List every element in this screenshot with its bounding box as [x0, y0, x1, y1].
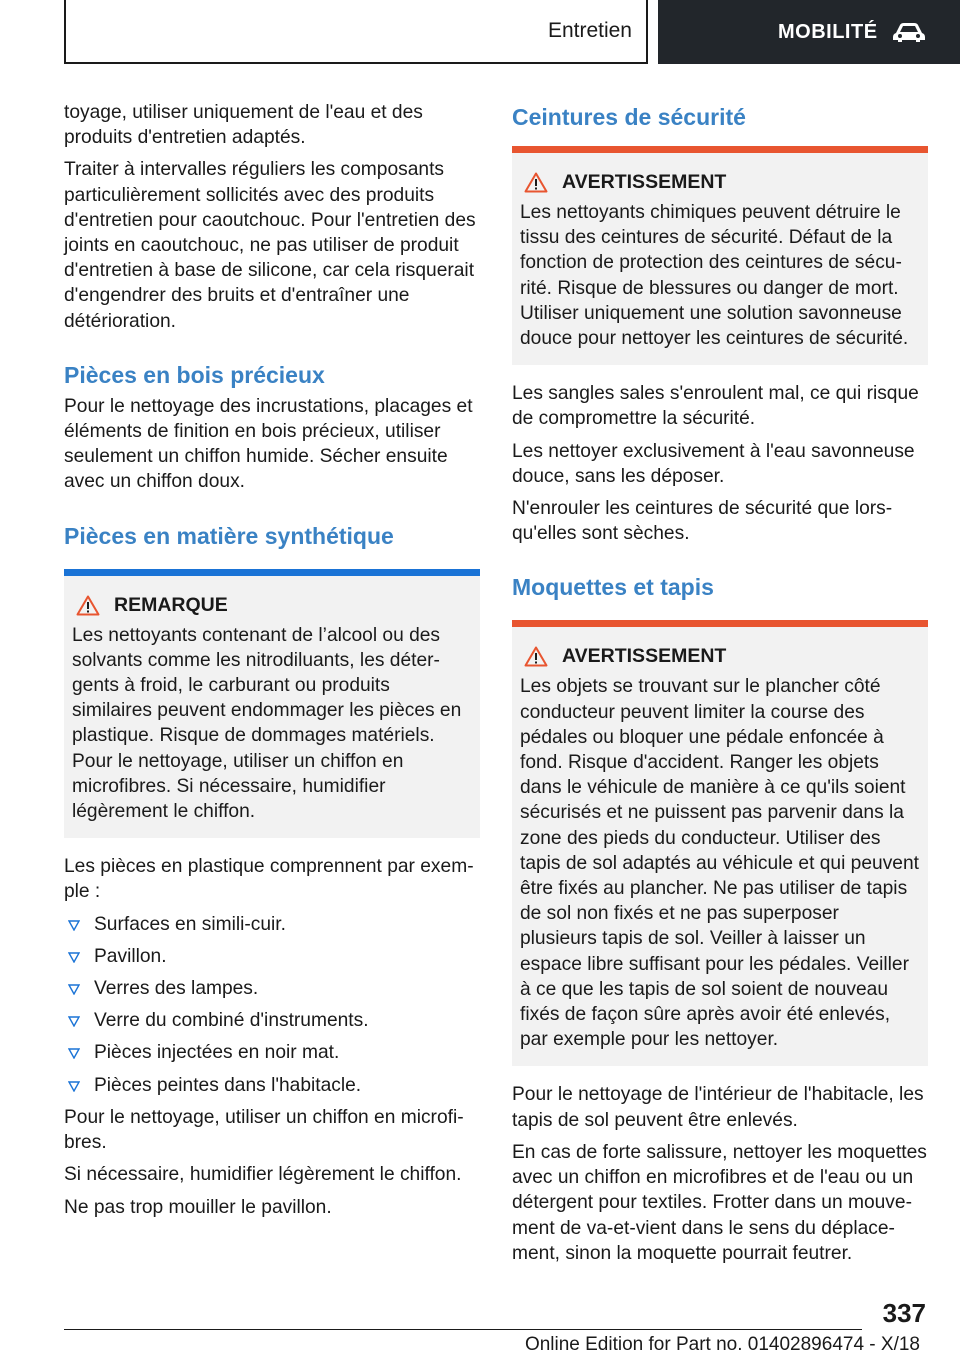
warning-text: Les nettoyants chimiques peuvent détruire le tissu des ceintures de sécurité. Défaut de la fonction de protection des ceintures de sécurité. Risque de blessures ou danger de mort. Utiliser uniquement une solution savonneuse douce pour nettoyer les ceintures de sécurité.: [520, 202, 909, 350]
warning-callout-belts: [512, 146, 928, 365]
triangle-bullet-icon: [68, 1016, 80, 1027]
left-column: [64, 100, 480, 1227]
list-item: Verre du combiné d'instruments.: [64, 1008, 480, 1033]
header-chapter-box: [658, 0, 960, 64]
callout-title: [524, 645, 920, 668]
paragraph: Pour le nettoyage des incrustations, placages et éléments de finition en bois précieux, utiliser seulement un chiffon humide. Sécher ensuite avec un chiffon doux.: [64, 395, 473, 493]
paragraph: Les sangles sales s'enroulent mal, ce qui risque de compromettre la sécurité.: [512, 383, 919, 430]
paragraph: En cas de forte salissure, nettoyer les moquettes avec un chiffon en microfibres et de l'eau ou un détergent pour textiles. Frotter dans un mouvement de va-et-vient dans le sens du déplacement, sinon la moquette pourrait feutrer.: [512, 1141, 927, 1264]
warning-title: AVERTISSEMENT: [562, 645, 727, 668]
paragraph: Traiter à intervalles réguliers les composants particulièrement sollicités avec des produits d'entretien pour caoutchouc. Pour l'entretien des joints en caoutchouc, ne pas utiliser de produit d'entretien à base de silicone, car cela risquerait d'engendrer des bruits et d'entraîner une détérioration.: [64, 159, 476, 332]
chapter-title: MOBILITÉ: [778, 20, 878, 43]
note-text: Les nettoyants contenant de l’alcool ou des solvants comme les nitrodiluants, les détergents à froid, le carburant ou produits similaires peuvent endommager les pièces en plastique. Risque de dommages matériels. Pour le nettoyage, utiliser un chiffon en microfibres. Si nécessaire, humidifier légèrement le chiffon.: [72, 624, 462, 823]
list-item: Verres des lampes.: [64, 976, 480, 1001]
note-title: REMARQUE: [114, 593, 228, 616]
warning-triangle-icon: [524, 646, 548, 667]
plastic-parts-list: [64, 912, 480, 1098]
list-item: Pièces peintes dans l'habitacle.: [64, 1073, 480, 1098]
heading-wood: Pièces en bois précieux: [64, 361, 325, 388]
paragraph: Pour le nettoyage de l'intérieur de l'habitacle, les tapis de sol peuvent être enlevés.: [512, 1084, 924, 1131]
callout-title: [524, 171, 920, 194]
note-callout: [64, 569, 480, 839]
callout-title: [76, 594, 472, 617]
paragraph: Pour le nettoyage, utiliser un chiffon en microfibres.: [64, 1106, 464, 1154]
footer-edition: Online Edition for Part no. 01402896474 - X/18: [524, 1334, 920, 1355]
footer-divider: [64, 1329, 862, 1330]
warning-triangle-icon: [76, 595, 100, 616]
paragraph: Si nécessaire, humidifier légèrement le chiffon.: [64, 1164, 462, 1186]
paragraph: N'enrouler les ceintures de sécurité que lorsqu'elles sont sèches.: [512, 498, 893, 545]
paragraph: Les pièces en plastique comprennent par exemple :: [64, 856, 474, 903]
triangle-bullet-icon: [68, 1048, 80, 1059]
paragraph: Ne pas trop mouiller le pavillon.: [64, 1196, 332, 1218]
triangle-bullet-icon: [68, 952, 80, 963]
list-item: Surfaces en simili-cuir.: [64, 912, 480, 937]
triangle-bullet-icon: [68, 920, 80, 931]
heading-synthetic: Pièces en matière synthétique: [64, 522, 394, 549]
heading-carpets: Moquettes et tapis: [512, 574, 714, 601]
list-item: Pièces injectées en noir mat.: [64, 1040, 480, 1065]
warning-title: AVERTISSEMENT: [562, 171, 727, 193]
warning-text: Les objets se trouvant sur le plancher côté conducteur peuvent limiter la course des pédales ou bloquer une pédale enfoncée à fond. Risque d'accident. Ranger les objets dans le véhicule de manière à ce qu'ils soient sécurisés et ne puissent pas parvenir dans la zone des pieds du conducteur. Utiliser des tapis de sol adaptés au véhicule et qui peuvent être fixés au plancher. Ne pas utiliser de tapis de sol non fixés et ne pas superposer plusieurs tapis de sol. Veiller à laisser un espace libre suffisant pour les pédales. Veiller à ce que les tapis de sol soient de nouveau fixés de façon sûre après avoir été enlevés, par exemple pour les nettoyer.: [520, 676, 919, 1051]
list-item: Pavillon.: [64, 944, 480, 969]
paragraph: toyage, utiliser uniquement de l'eau et des produits d'entretien adaptés.: [64, 102, 423, 149]
right-column: [512, 100, 928, 1273]
warning-triangle-icon: [524, 172, 548, 193]
paragraph: Les nettoyer exclusivement à l'eau savonneuse douce, sans les déposer.: [512, 440, 915, 487]
car-icon: [892, 21, 926, 43]
triangle-bullet-icon: [68, 1081, 80, 1092]
triangle-bullet-icon: [68, 984, 80, 995]
page-number: 337: [882, 1298, 926, 1328]
heading-seat-belts: Ceintures de sécurité: [512, 104, 746, 130]
header-section-box: [64, 0, 648, 64]
section-title: Entretien: [547, 19, 632, 42]
warning-callout-carpets: [512, 620, 928, 1066]
